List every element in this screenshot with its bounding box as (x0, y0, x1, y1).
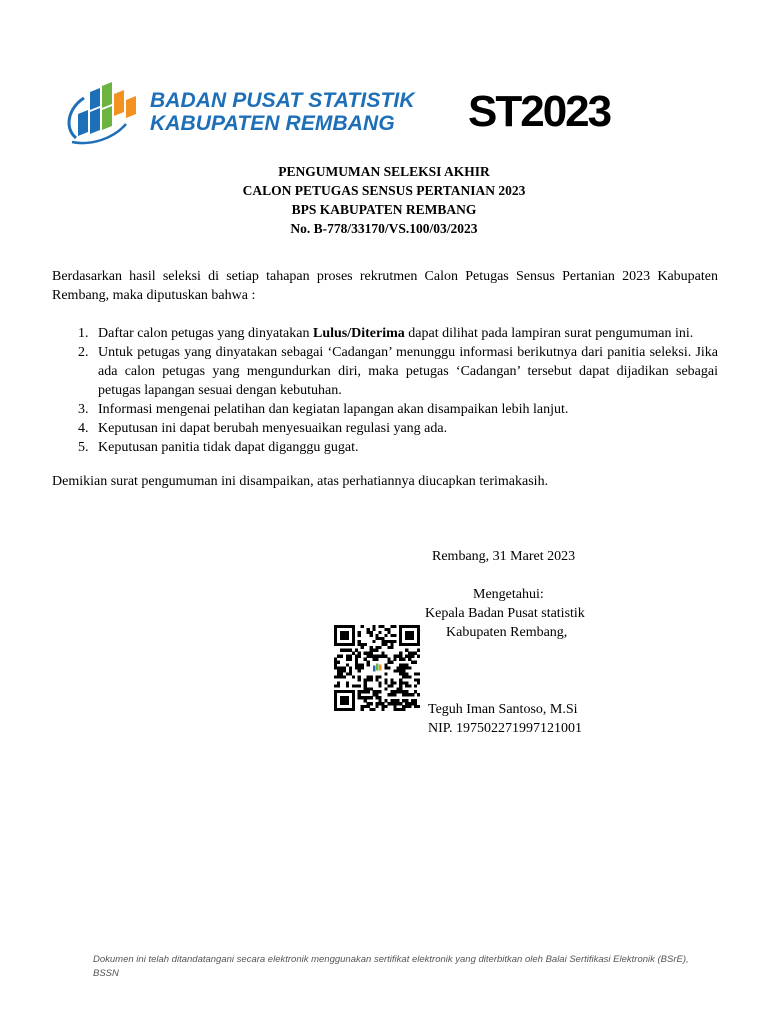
lulus-emphasis: Lulus/Diterima (312, 326, 405, 341)
list-item (52, 343, 718, 400)
list-item-number: 5. (78, 440, 89, 455)
place-date: Rembang, 31 Maret 2023 (432, 549, 576, 564)
acknowledged-label: Mengetahui: (473, 587, 544, 602)
list-item-number: 3. (78, 402, 89, 417)
title-line-3: BPS KABUPATEN REMBANG (291, 202, 477, 217)
intro-text: Berdasarkan hasil seleksi di setiap tahapan proses rekrutmen Calon Petugas Sensus Pertanian 2023 Kabupaten Rembang, maka diputuskan bahwa : (52, 269, 718, 303)
list-item-text: Keputusan ini dapat berubah menyesuaikan regulasi yang ada. (98, 421, 448, 436)
list-item-text: Daftar calon petugas yang dinyatakan Lulus/Diterima dapat dilihat pada lampiran surat pengumuman ini. (98, 326, 694, 341)
list-item-text: Informasi mengenai pelatihan dan kegiatan lapangan akan disampaikan lebih lanjut. (98, 402, 569, 417)
list-item-text: Keputusan panitia tidak dapat diganggu gugat. (98, 440, 359, 455)
org-name-line-2: KABUPATEN REMBANG (150, 112, 395, 135)
signer-nip: NIP. 197502271997121001 (428, 721, 583, 736)
title-line-2: CALON PETUGAS SENSUS PERTANIAN 2023 (242, 183, 526, 198)
list-item-text: Untuk petugas yang dinyatakan sebagai ‘Cadangan’ menunggu informasi berikutnya dari panitia seleksi. Jika ada calon petugas yang mengundurkan diri, maka petugas ‘Cadangan’ tersebut dapat dijadikan sebagai petugas lapangan sesuai dengan kebutuhan. (98, 345, 718, 398)
title-line-1: PENGUMUMAN SELEKSI AKHIR (278, 164, 490, 179)
list-item-number: 2. (78, 345, 89, 360)
org-name-line-1: BADAN PUSAT STATISTIK (150, 89, 415, 112)
list-item (52, 400, 718, 419)
closing-paragraph: Demikian surat pengumuman ini disampaikan, atas perhatiannya diucapkan terimakasih. (52, 474, 549, 489)
signer-name: Teguh Iman Santoso, M.Si (428, 702, 578, 717)
bps-logo-icon (62, 80, 142, 146)
list-item (52, 438, 718, 457)
list-item (52, 419, 718, 438)
st2023-logo-text: ST2023 (468, 90, 611, 130)
qr-code-icon (334, 625, 420, 711)
intro-paragraph (52, 267, 718, 305)
st2023-logo (468, 90, 654, 130)
document-number: No. B-778/33170/VS.100/03/2023 (290, 221, 478, 236)
list-item-number: 1. (78, 326, 89, 341)
list-item-number: 4. (78, 421, 89, 436)
signer-position-2: Kabupaten Rembang, (446, 625, 568, 640)
list-item (52, 324, 718, 343)
e-signature-footer-note: Dokumen ini telah ditandatangani secara elektronik menggunakan sertifikat elektronik yang diterbitkan oleh Balai Sertifikasi Elektronik (BSrE), BSSN (93, 954, 689, 979)
decision-list (52, 324, 718, 457)
signer-position-1: Kepala Badan Pusat statistik (425, 606, 585, 621)
